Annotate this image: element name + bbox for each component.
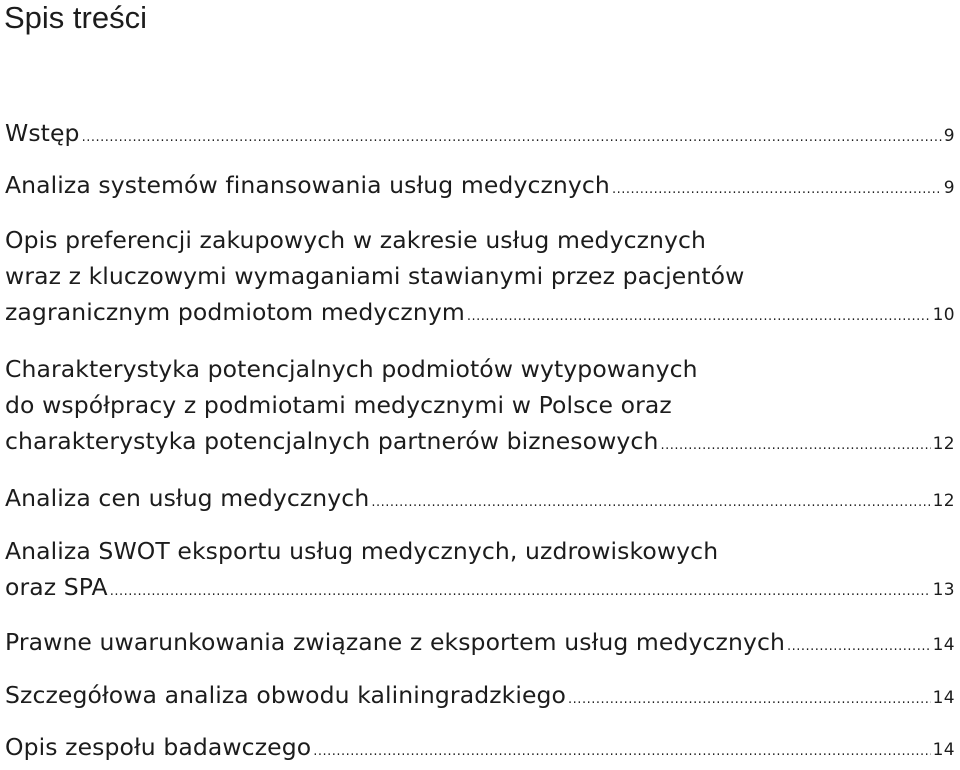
dot-leader: [568, 682, 931, 718]
toc-entry-prawne-uwarunkowania[interactable]: [5, 624, 955, 665]
toc-entry-title: Opis zespołu badawczego: [5, 733, 312, 761]
toc-entry-wstep[interactable]: [5, 115, 955, 156]
toc-entry-last-line: [5, 624, 955, 665]
dot-leader: [612, 172, 942, 208]
toc-entry-page-number: 12: [932, 434, 955, 454]
toc-entry-page-number: 9: [943, 178, 955, 198]
dot-leader: [467, 299, 931, 335]
toc-entry-last-line: [5, 480, 955, 521]
toc-entry-last-line: [5, 115, 955, 156]
toc-entry-title: zagranicznym podmiotom medycznym: [5, 298, 465, 326]
toc-entry-page-number: 9: [943, 126, 955, 146]
toc-entry-obwod-kaliningradzki[interactable]: [5, 677, 955, 718]
toc-entry-analiza-cen-uslug[interactable]: [5, 480, 955, 521]
toc-entry-page-number: 13: [932, 580, 955, 600]
toc-title: Spis treści: [4, 0, 147, 35]
toc-entry-title-line: Charakterystyka potencjalnych podmiotów wytypowanych: [5, 355, 698, 383]
toc-entry-page-number: 14: [932, 688, 955, 708]
toc-entry-last-line: [5, 167, 955, 208]
toc-entry-title: Szczegółowa analiza obwodu kaliningradzkiego: [5, 681, 567, 709]
toc-entry-title-line: Opis preferencji zakupowych w zakresie usług medycznych: [5, 226, 707, 254]
toc-entry-page-number: 12: [932, 491, 955, 511]
dot-leader: [313, 734, 930, 770]
toc-entry-page-number: 14: [932, 740, 955, 760]
toc-entry-last-line: [5, 729, 955, 770]
dot-leader: [371, 485, 930, 521]
toc-entry-analiza-swot[interactable]: [5, 533, 955, 610]
toc-entry-title: Prawne uwarunkowania związane z eksportem usług medycznych: [5, 628, 785, 656]
toc-entry-last-line: [5, 294, 955, 335]
toc-entry-title: charakterystyka potencjalnych partnerów biznesowych: [5, 427, 659, 455]
dot-leader: [660, 428, 930, 464]
dot-leader: [110, 574, 931, 610]
toc-entry-page-number: 14: [932, 635, 955, 655]
toc-entry-title-line: wraz z kluczowymi wymaganiami stawianymi przez pacjentów: [5, 262, 745, 290]
toc-entry-title: Wstęp: [5, 119, 80, 147]
toc-entry-analiza-systemow-finansowania[interactable]: [5, 167, 955, 208]
dot-leader: [82, 120, 942, 156]
toc-entry-title: Analiza cen usług medycznych: [5, 484, 370, 512]
toc-entry-title: Analiza systemów finansowania usług medycznych: [5, 171, 610, 199]
toc-entry-last-line: [5, 569, 955, 610]
dot-leader: [787, 629, 931, 665]
toc-entry-last-line: [5, 423, 955, 464]
toc-entry-opis-preferencji-zakupowych[interactable]: [5, 222, 955, 335]
toc-entry-title: oraz SPA: [5, 573, 108, 601]
toc-entry-page-number: 10: [932, 305, 955, 325]
toc-entry-title-line: do współpracy z podmiotami medycznymi w Polsce oraz: [5, 391, 672, 419]
toc-entry-opis-zespolu-badawczego[interactable]: [5, 729, 955, 770]
toc-entry-last-line: [5, 677, 955, 718]
toc-entry-charakterystyka-potencjalnych-podmiotow[interactable]: [5, 351, 955, 464]
toc-entry-title-line: Analiza SWOT eksportu usług medycznych, uzdrowiskowych: [5, 537, 719, 565]
